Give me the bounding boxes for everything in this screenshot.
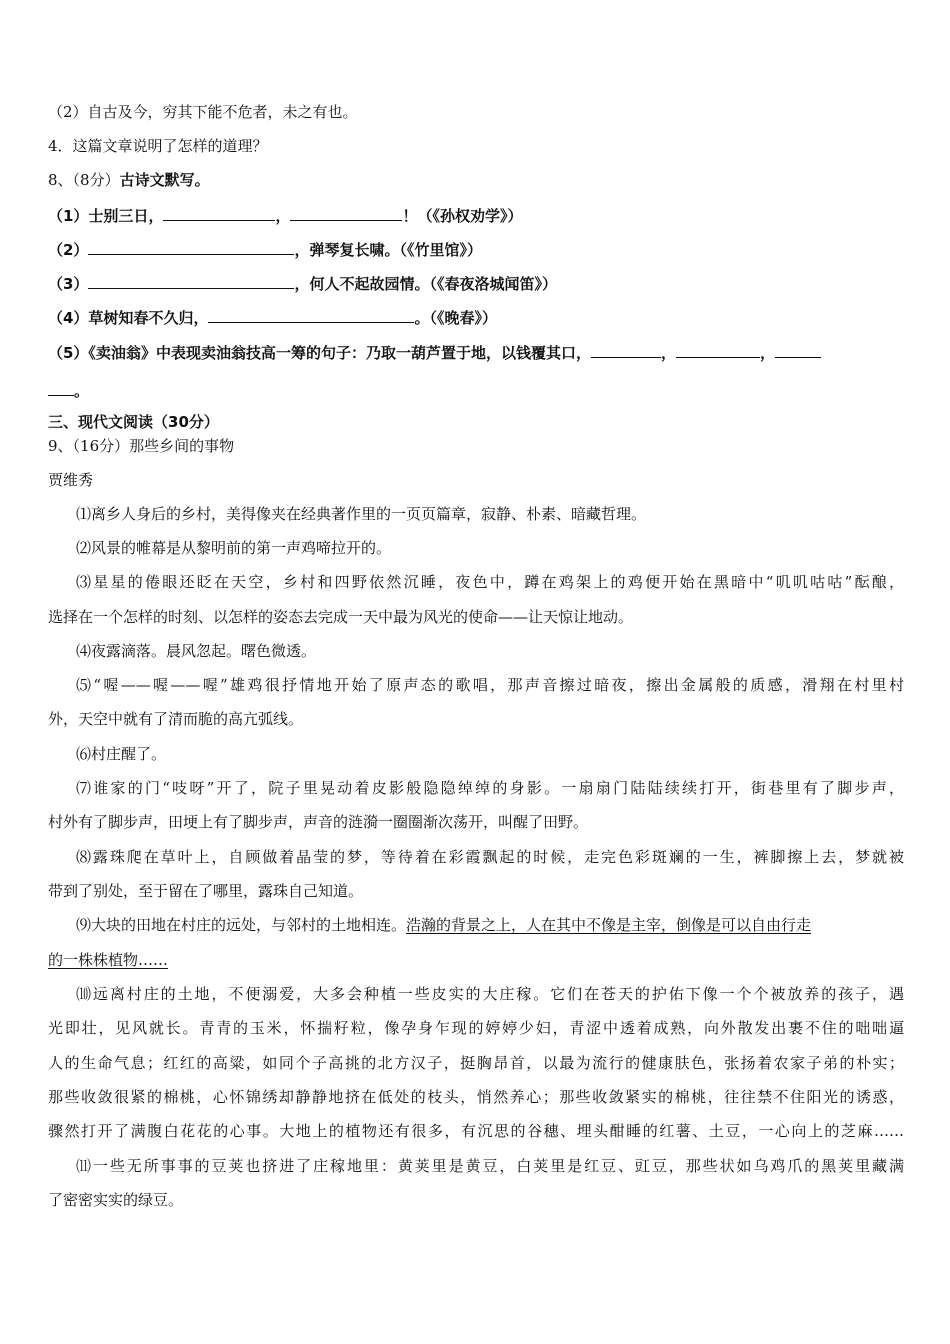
paragraph-2: ⑵风景的帷幕是从黎明前的第一声鸡啼拉开的。	[76, 539, 392, 557]
answer-blank[interactable]	[775, 341, 821, 358]
dictation-item-3-post: ，何人不起故园情。（《春夜洛城闻笛》）	[294, 275, 557, 293]
dictation-item-3	[48, 272, 904, 294]
question-prev-sentence-2: （2）自古及今，穷其下能不危者，未之有也。	[48, 103, 358, 121]
dictation-item-1-mid: ，	[275, 207, 291, 225]
paragraph-5-line-2: 外，天空中就有了清而脆的高亢弧线。	[48, 710, 304, 728]
dictation-item-3-pre: （3）	[48, 275, 89, 293]
dictation-item-1	[48, 204, 904, 226]
dictation-item-2-post: ，弹琴复长啸。（《竹里馆》）	[294, 241, 482, 259]
section-3-title: 三、现代文阅读（30分）	[48, 413, 219, 431]
dictation-item-4-pre: （4）草树知春不久归，	[48, 309, 209, 327]
dictation-item-2	[48, 238, 904, 260]
dictation-item-5-mid: ，	[660, 344, 676, 362]
answer-blank[interactable]	[591, 341, 661, 358]
answer-blank[interactable]	[676, 341, 760, 358]
dictation-item-5-end: 。	[74, 382, 90, 400]
paragraph-7-line-1: ⑺谁家的门“吱呀”开了，院子里晃动着皮影般隐隐绰绰的身影。一扇扇门陆陆续续打开，街巷里有了脚步声，	[76, 779, 904, 797]
paragraph-1: ⑴离乡人身后的乡村，美得像夹在经典著作里的一页页篇章，寂静、朴素、暗藏哲理。	[76, 505, 647, 523]
paragraph-10-line-5: 骤然打开了满腹白花花的心事。大地上的植物还有很多，有沉思的谷穗、埋头酣睡的红薯、土豆，一心向上的芝麻……	[48, 1122, 904, 1140]
paragraph-10-line-1: ⑽远离村庄的土地，不便溺爱，大多会种植一些皮实的大庄稼。它们在苍天的护佑下像一个个被放养的孩子，遇	[76, 985, 904, 1003]
answer-blank[interactable]	[290, 204, 402, 221]
paragraph-10-line-4: 那些收敛很紧的棉桃，心怀锦绣却静静地挤在低处的枝头，悄然养心；那些收敛紧实的棉桃，往往禁不住阳光的诱惑，	[48, 1088, 904, 1106]
paragraph-9-line-1	[76, 915, 904, 935]
answer-blank[interactable]	[88, 238, 294, 255]
paragraph-6: ⑹村庄醒了。	[76, 745, 167, 763]
question-9-heading: 9、（16分）那些乡间的事物	[48, 437, 235, 455]
paragraph-10-line-2: 光即壮，见风就长。青青的玉米，怀揣籽粒，像孕身乍现的婷婷少妇，青涩中透着成熟，向外散发出裹不住的咄咄逼	[48, 1019, 904, 1037]
article-author: 贾维秀	[48, 471, 94, 489]
paragraph-9-underlined-text: 浩瀚的背景之上，人在其中不像是主宰，倒像是可以自由行走	[406, 916, 812, 934]
answer-blank[interactable]	[208, 306, 414, 323]
paragraph-11-line-2: 了密密实实的绿豆。	[48, 1191, 184, 1209]
answer-blank[interactable]	[48, 379, 74, 396]
question-8-title: 古诗文默写。	[119, 171, 210, 189]
dictation-item-5	[48, 341, 904, 363]
question-8-heading	[48, 170, 904, 190]
paragraph-10-line-3: 人的生命气息；红红的高粱，如同个子高挑的北方汉子，挺胸昂首，以最为流行的健康肤色，张扬着农家子弟的朴实；	[48, 1054, 904, 1072]
question-8-number: 8、（8分）	[48, 171, 120, 189]
dictation-item-5-post: ，	[759, 344, 775, 362]
dictation-item-5-continued	[48, 379, 904, 401]
paragraph-7-line-2: 村外有了脚步声，田埂上有了脚步声，声音的涟漪一圈圈渐次荡开，叫醒了田野。	[48, 813, 589, 831]
dictation-item-2-pre: （2）	[48, 241, 89, 259]
paragraph-9-text: ⑼大块的田地在村庄的远处，与邻村的土地相连。	[76, 916, 407, 934]
question-4: 4．这篇文章说明了怎样的道理？	[48, 137, 268, 155]
paragraph-5-line-1: ⑸“喔——喔——喔”雄鸡很抒情地开始了原声态的歌唱，那声音擦过暗夜，擦出金属般的质感，滑翔在村里村	[76, 676, 904, 694]
paragraph-8-line-1: ⑻露珠爬在草叶上，自顾做着晶莹的梦，等待着在彩霞飘起的时候，走完色彩斑斓的一生，裤脚擦上去，梦就被	[76, 848, 904, 866]
paragraph-11-line-1: ⑾一些无所事事的豆荚也挤进了庄稼地里：黄荚里是黄豆，白荚里是红豆、豇豆，那些状如乌鸡爪的黑荚里藏满	[76, 1157, 904, 1175]
dictation-item-4	[48, 306, 904, 328]
answer-blank[interactable]	[163, 204, 275, 221]
dictation-item-4-post: 。（《晚春》）	[414, 309, 497, 327]
paragraph-8-line-2: 带到了别处，至于留在了哪里，露珠自己知道。	[48, 882, 364, 900]
dictation-item-5-pre: （5）《卖油翁》中表现卖油翁技高一筹的句子：乃取一葫芦置于地，以钱覆其口，	[48, 344, 591, 362]
paragraph-3-line-1: ⑶星星的倦眼还眨在天空，乡村和四野依然沉睡，夜色中，蹲在鸡架上的鸡便开始在黑暗中“叽叽咕咕”酝酿，	[76, 573, 904, 591]
dictation-item-1-pre: （1）士别三日，	[48, 207, 164, 225]
paragraph-4: ⑷夜露滴落。晨风忽起。曙色微透。	[76, 642, 317, 660]
paragraph-3-line-2: 选择在一个怎样的时刻、以怎样的姿态去完成一天中最为风光的使命——让天惊让地动。	[48, 608, 634, 626]
dictation-item-1-post: ！（《孙权劝学》）	[402, 207, 523, 225]
paragraph-9-line-2: 的一株株植物……	[48, 951, 169, 969]
answer-blank[interactable]	[88, 272, 294, 289]
